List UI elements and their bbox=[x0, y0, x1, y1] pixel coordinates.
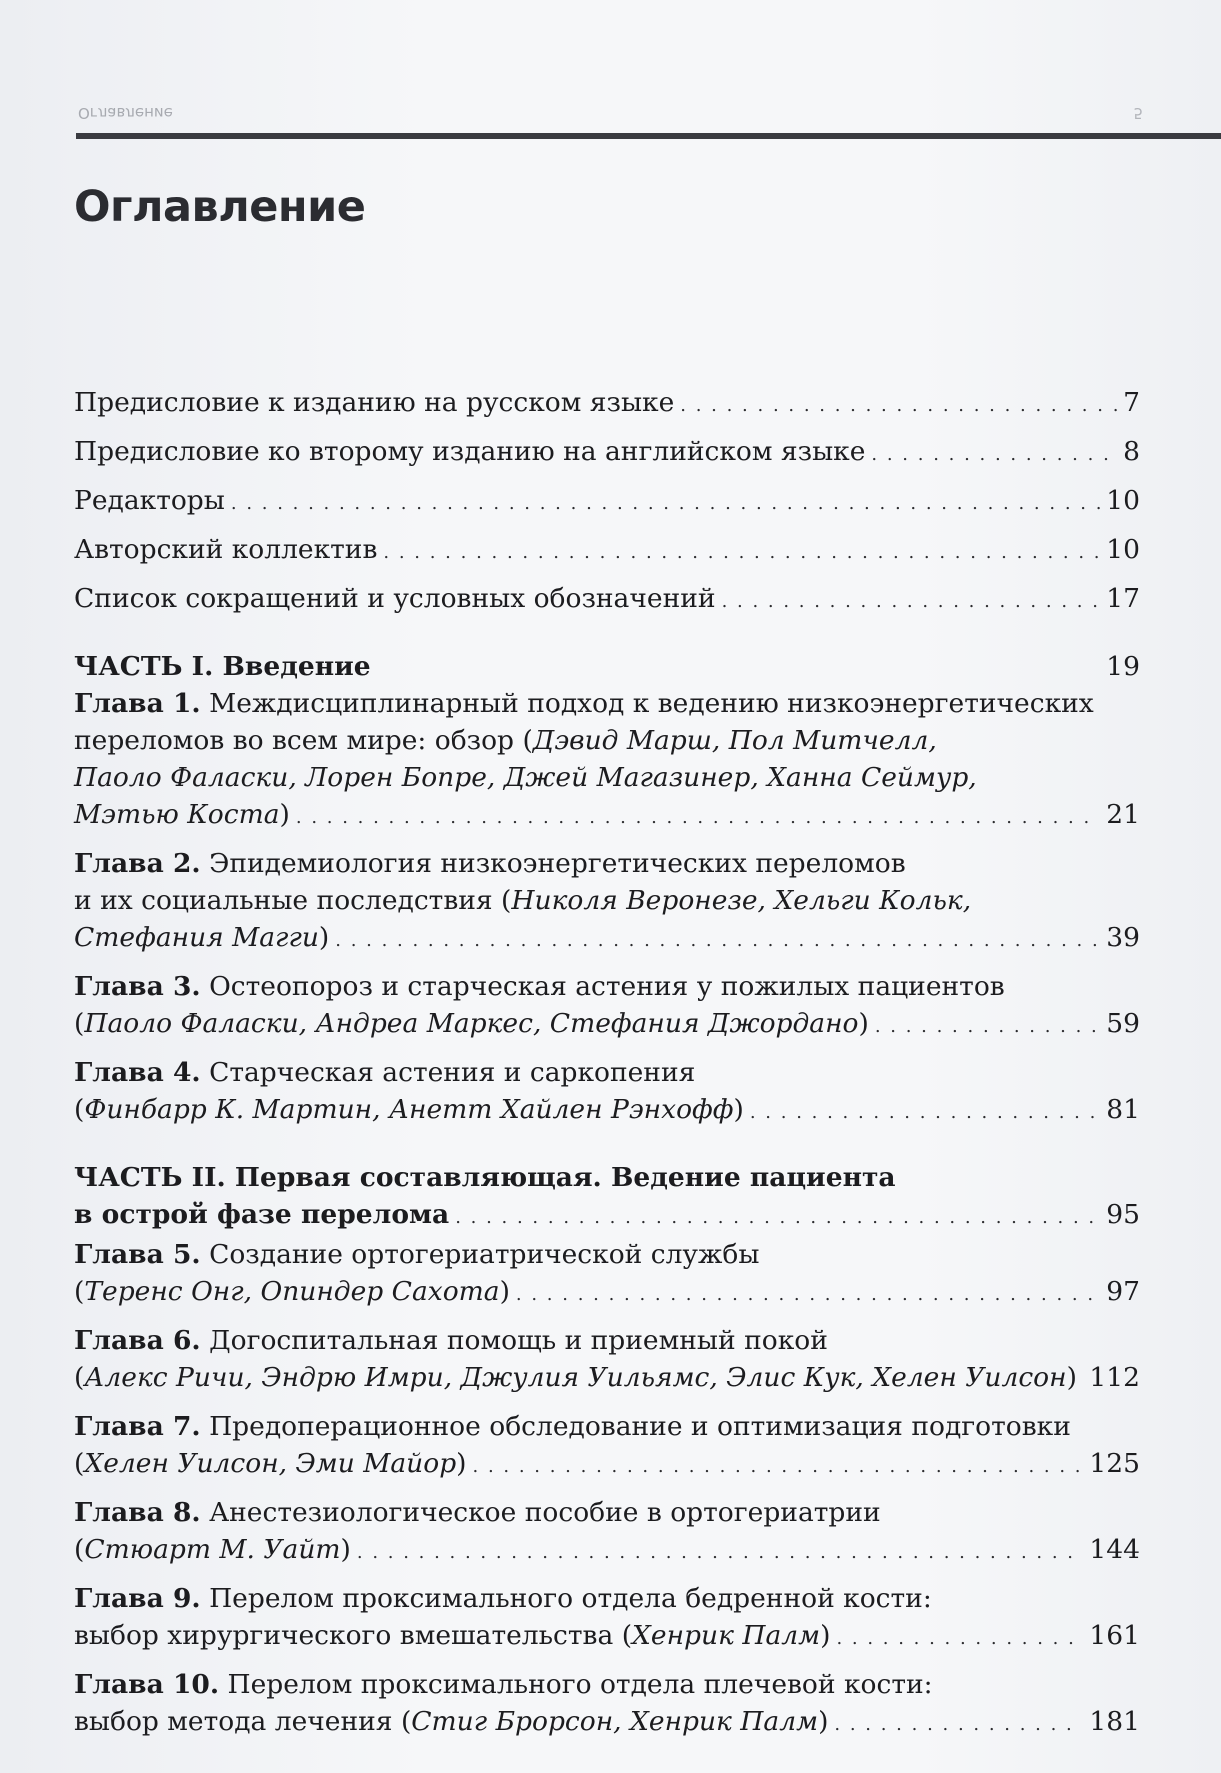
chapter-authors: Хенрик Палм bbox=[632, 1620, 821, 1651]
dot-leader bbox=[296, 799, 1100, 836]
chapter-authors: Дэвид Марш, Пол Митчелл, bbox=[532, 725, 937, 756]
chapter-authors: Стиг Брорсон, Хенрик Палм bbox=[411, 1706, 819, 1737]
close-paren: ) bbox=[820, 1620, 831, 1651]
open-paren: ( bbox=[74, 1362, 85, 1393]
chapter-authors-end: Стефания Магги bbox=[74, 922, 319, 953]
chapter-label: Глава 4. bbox=[74, 1057, 201, 1088]
chapter-label: Глава 2. bbox=[74, 848, 201, 879]
toc-entry-text: Предисловие к изданию на русском языке bbox=[74, 387, 675, 418]
chapter-authors: Стюарт М. Уайт bbox=[84, 1534, 341, 1565]
chapter-label: Глава 5. bbox=[74, 1239, 201, 1270]
chapter-title-cont: выбор метода лечения ( bbox=[74, 1706, 412, 1737]
dot-leader bbox=[357, 1534, 1084, 1571]
close-paren: ) bbox=[318, 922, 330, 953]
open-paren: ( bbox=[74, 1094, 85, 1125]
chapter-title: Создание ортогериатрической службы bbox=[200, 1239, 760, 1270]
page-number: 21 bbox=[1106, 799, 1140, 830]
toc-chapter-2[interactable] bbox=[74, 845, 1140, 959]
dot-leader bbox=[231, 485, 1100, 522]
chapter-title: Предоперационное обследование и оптимизация подготовки bbox=[200, 1411, 1071, 1442]
page-number: 10 bbox=[1106, 485, 1140, 516]
open-paren: ( bbox=[74, 1008, 85, 1039]
dot-leader bbox=[383, 534, 1100, 571]
dot-leader bbox=[834, 1706, 1083, 1743]
dot-leader bbox=[875, 1008, 1100, 1045]
dot-leader bbox=[335, 922, 1100, 959]
running-header-label: Оглавление bbox=[78, 104, 173, 122]
page-number: 95 bbox=[1106, 1199, 1140, 1230]
chapter-title: Перелом проксимального отдела плечевой кости: bbox=[219, 1669, 933, 1700]
toc-entry-text: Список сокращений и условных обозначений bbox=[74, 583, 716, 614]
close-paren: ) bbox=[818, 1706, 829, 1737]
chapter-authors: Теренс Онг, Опиндер Сахота bbox=[84, 1276, 500, 1307]
toc-chapter-4[interactable] bbox=[74, 1054, 1140, 1131]
chapter-title: Междисциплинарный подход к ведению низкоэнергетических bbox=[200, 688, 1094, 719]
page-number: 112 bbox=[1089, 1362, 1140, 1393]
toc-entry-text: Авторский коллектив bbox=[74, 534, 378, 565]
part-heading: ЧАСТЬ II. Первая составляющая. Ведение пациента bbox=[74, 1162, 896, 1193]
chapter-authors: Хелен Уилсон, Эми Майор bbox=[84, 1448, 457, 1479]
page-number: 125 bbox=[1089, 1448, 1140, 1479]
chapter-title: Анестезиологическое пособие в ортогериатрии bbox=[200, 1497, 881, 1528]
toc-chapter-9[interactable] bbox=[74, 1580, 1140, 1657]
page-number: 8 bbox=[1123, 436, 1140, 467]
running-header-page: 5 bbox=[1133, 104, 1143, 122]
open-paren: ( bbox=[74, 1534, 85, 1565]
page-number: 59 bbox=[1106, 1008, 1140, 1039]
dot-leader bbox=[722, 583, 1101, 620]
page-number: 81 bbox=[1106, 1094, 1140, 1125]
page-number: 10 bbox=[1106, 534, 1140, 565]
chapter-label: Глава 8. bbox=[74, 1497, 201, 1528]
chapter-authors: Алекс Ричи, Эндрю Имри, Джулия Уильямс, Элис Кук, Хелен Уилсон bbox=[84, 1362, 1067, 1393]
toc-entry-text: Редакторы bbox=[74, 485, 225, 516]
table-of-contents bbox=[74, 384, 1140, 1743]
chapter-authors: Финбарр К. Мартин, Анетт Хайлен Рэнхофф bbox=[84, 1094, 734, 1125]
toc-entry-text: Предисловие ко второму изданию на английском языке bbox=[74, 436, 866, 467]
toc-entry-editors[interactable] bbox=[74, 482, 1140, 522]
toc-chapter-7[interactable] bbox=[74, 1408, 1140, 1485]
close-paren: ) bbox=[279, 799, 290, 830]
dot-leader bbox=[680, 387, 1117, 424]
toc-chapter-10[interactable] bbox=[74, 1666, 1140, 1743]
dot-leader bbox=[516, 1276, 1100, 1313]
toc-entry-preface-russian[interactable] bbox=[74, 384, 1140, 424]
chapter-authors-end: Мэтью Коста bbox=[74, 799, 280, 830]
chapter-title-cont: переломов во всем мире: обзор ( bbox=[74, 725, 533, 756]
chapter-label: Глава 10. bbox=[74, 1669, 220, 1700]
toc-part-2[interactable] bbox=[74, 1159, 1140, 1236]
chapter-title: Эпидемиология низкоэнергетических переломов bbox=[200, 848, 906, 879]
dot-leader bbox=[455, 1199, 1100, 1236]
close-paren: ) bbox=[340, 1534, 351, 1565]
toc-entry-authors[interactable] bbox=[74, 531, 1140, 571]
chapter-title-cont: выбор хирургического вмешательства ( bbox=[74, 1620, 633, 1651]
toc-part-1[interactable] bbox=[74, 648, 1140, 685]
page-number: 97 bbox=[1106, 1276, 1140, 1307]
part-heading-cont: в острой фазе перелома bbox=[74, 1199, 450, 1230]
page-number: 17 bbox=[1106, 583, 1140, 614]
chapter-label: Глава 9. bbox=[74, 1583, 201, 1614]
toc-chapter-6[interactable] bbox=[74, 1322, 1140, 1399]
toc-chapter-3[interactable] bbox=[74, 968, 1140, 1045]
running-header bbox=[78, 100, 1221, 130]
chapter-title: Остеопороз и старческая астения у пожилых пациентов bbox=[200, 971, 1005, 1002]
part-heading: ЧАСТЬ I. Введение bbox=[74, 651, 371, 682]
chapter-title: Старческая астения и саркопения bbox=[200, 1057, 696, 1088]
chapter-label: Глава 7. bbox=[74, 1411, 201, 1442]
toc-entry-preface-english[interactable] bbox=[74, 433, 1140, 473]
chapter-label: Глава 1. bbox=[74, 688, 201, 719]
chapter-label: Глава 3. bbox=[74, 971, 201, 1002]
close-paren: ) bbox=[456, 1448, 467, 1479]
chapter-title: Перелом проксимального отдела бедренной кости: bbox=[200, 1583, 932, 1614]
open-paren: ( bbox=[74, 1448, 85, 1479]
close-paren: ) bbox=[858, 1008, 869, 1039]
page-number: 161 bbox=[1089, 1620, 1140, 1651]
chapter-title: Догоспитальная помощь и приемный покой bbox=[200, 1325, 828, 1356]
toc-chapter-8[interactable] bbox=[74, 1494, 1140, 1571]
page-number: 19 bbox=[1106, 651, 1140, 682]
close-paren: ) bbox=[499, 1276, 510, 1307]
page-number: 39 bbox=[1106, 922, 1140, 953]
close-paren: ) bbox=[1066, 1362, 1077, 1393]
toc-chapter-1[interactable] bbox=[74, 685, 1140, 836]
dot-leader bbox=[750, 1094, 1100, 1131]
dot-leader bbox=[473, 1448, 1084, 1485]
chapter-authors: Паоло Фаласки, Андреа Маркес, Стефания Джордано bbox=[84, 1008, 859, 1039]
close-paren: ) bbox=[733, 1094, 744, 1125]
dot-leader bbox=[871, 436, 1117, 473]
page-number: 181 bbox=[1089, 1706, 1140, 1737]
dot-leader bbox=[836, 1620, 1083, 1657]
chapter-title-cont: и их социальные последствия ( bbox=[74, 885, 512, 916]
page-number: 7 bbox=[1123, 387, 1140, 418]
open-paren: ( bbox=[74, 1276, 85, 1307]
toc-entry-abbreviations[interactable] bbox=[74, 580, 1140, 620]
chapter-authors: Николя Веронезе, Хельги Кольк, bbox=[511, 885, 972, 916]
page-title: Оглавление bbox=[74, 182, 366, 232]
chapter-authors-cont: Паоло Фаласки, Лорен Бопре, Джей Магазинер, Ханна Сеймур, bbox=[74, 762, 977, 793]
header-rule bbox=[76, 133, 1221, 139]
chapter-label: Глава 6. bbox=[74, 1325, 201, 1356]
toc-chapter-5[interactable] bbox=[74, 1236, 1140, 1313]
page-number: 144 bbox=[1089, 1534, 1140, 1565]
